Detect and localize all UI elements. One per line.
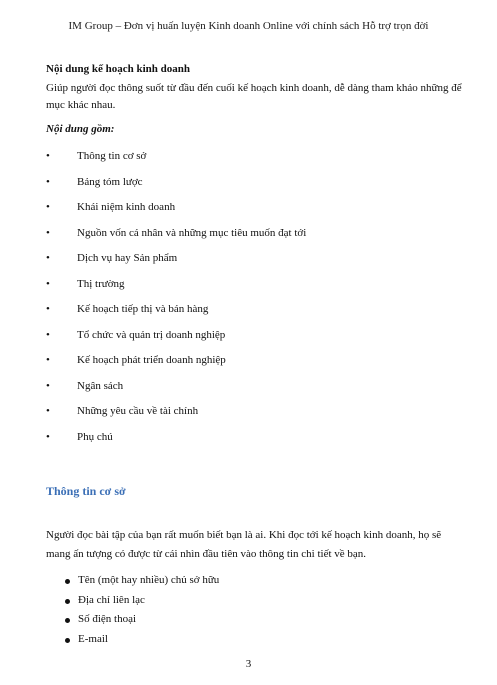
bullet-icon: • [46,303,50,315]
list-item-text: Tên (một hay nhiều) chủ sở hữu [78,574,220,586]
list-item-text: Những yêu cầu về tài chính [77,405,199,417]
bullet-icon: • [46,379,50,392]
list-item [0,431,497,457]
list-item-text: Khái niệm kinh doanh [77,201,176,213]
list-item-text: Số điện thoại [78,613,137,625]
list-item [0,633,497,653]
page-header: IM Group – Đơn vị huấn luyện Kinh doanh Online với chính sách Hỗ trợ trọn đời [68,20,429,32]
list-item [0,405,497,431]
intro-paragraph: Giúp người đọc thông suốt từ đầu đến cuối kế hoạch kinh doanh, dễ dàng tham khảo những để mục khác nhau. [46,82,462,111]
list-item-text: Thông tin cơ sở [77,150,147,162]
list-item [0,150,497,176]
list-item-text: Kế hoạch phát triển doanh nghiệp [77,354,226,366]
list-item [0,176,497,202]
info-paragraph: Người đọc bài tập của bạn rất muốn biết bạn là ai. Khi đọc tới kế hoạch kinh doanh, họ sẽ mang ấn tượng có được từ cái nhìn đầu tiên vào thông tin chi tiết về bạn. [46,529,442,560]
bullet-icon: • [46,328,50,341]
bullet-dot-icon [65,618,70,623]
list-item-text: E-mail [78,632,108,645]
list-item-text: Ngân sách [77,379,124,392]
list-item [0,574,497,594]
list-item-text: Tổ chức và quản trị doanh nghiệp [77,328,226,341]
bullet-icon: • [46,226,50,239]
list-item [0,201,497,227]
list-item [0,252,497,278]
list-item [0,613,497,633]
contents-list [0,150,497,456]
bullet-icon: • [46,354,50,366]
bullet-icon: • [46,430,50,443]
list-item [0,354,497,380]
list-item [0,329,497,355]
contents-label: Nội dung gồm: [46,123,115,135]
bullet-dot-icon [65,579,70,584]
bullet-icon: • [46,277,50,290]
info-section-heading: Thông tin cơ sở [46,484,126,498]
list-item-text: Bảng tóm lược [77,175,143,188]
bullet-icon: • [46,405,50,417]
list-item [0,594,497,614]
list-item [0,380,497,406]
list-item [0,303,497,329]
list-item-text: Kế hoạch tiếp thị và bán hàng [77,303,209,315]
list-item-text: Phụ chú [77,430,113,443]
list-item [0,227,497,253]
list-item-text: Dịch vụ hay Sản phẩm [77,252,178,264]
list-item-text: Nguồn vốn cá nhân và những mục tiêu muốn đạt tới [77,226,307,239]
list-item-text: Địa chỉ liên lạc [78,593,145,606]
bullet-icon: • [46,150,50,162]
info-list [0,574,497,652]
bullet-dot-icon [65,599,70,604]
bullet-dot-icon [65,638,70,643]
section-heading: Nội dung kế hoạch kinh doanh [46,63,190,75]
bullet-icon: • [46,201,50,213]
list-item-text: Thị trường [77,277,125,290]
page-number: 3 [245,658,252,670]
list-item [0,278,497,304]
bullet-icon: • [46,252,50,264]
bullet-icon: • [46,175,50,188]
